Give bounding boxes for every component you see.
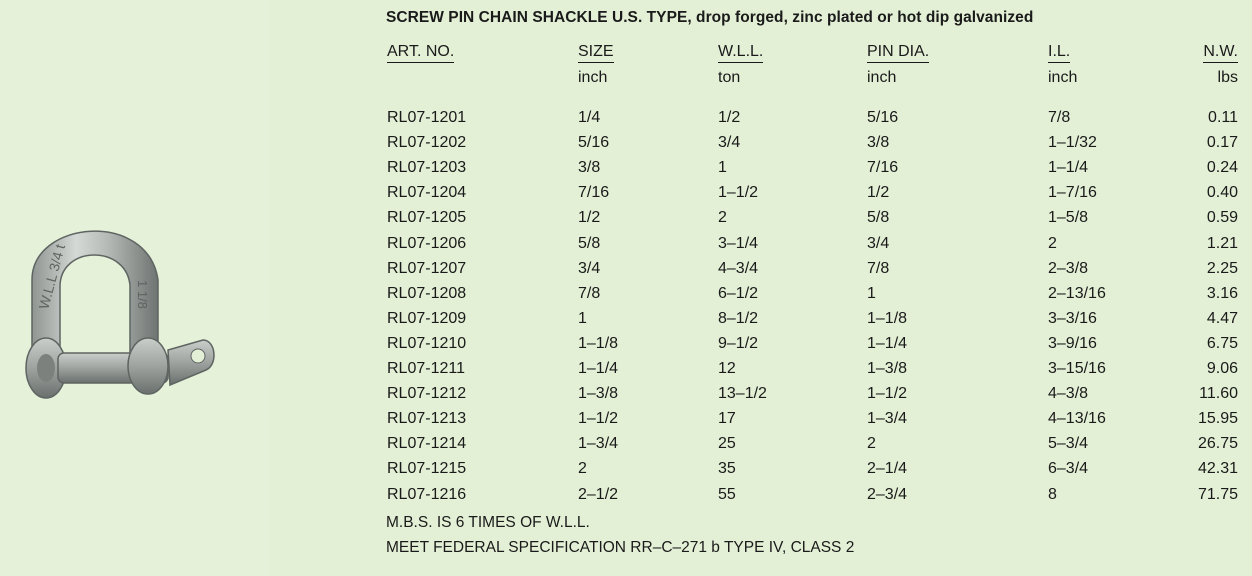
cell-pin-dia: 1–3/4 (867, 410, 908, 428)
cell-il: 4–3/8 (1048, 385, 1089, 403)
cell-wll: 1–1/2 (718, 184, 759, 202)
cell-wll: 3–1/4 (718, 234, 759, 252)
cell-pin-dia: 1–1/2 (867, 385, 908, 403)
cell-art-no: RL07-1208 (387, 284, 467, 302)
cell-nw: 0.11 (1208, 109, 1238, 126)
cell-size: 3/4 (578, 259, 601, 277)
unit-il: inch (1048, 69, 1078, 86)
cell-wll: 2 (718, 209, 727, 227)
cell-wll: 55 (718, 485, 736, 503)
cell-size: 5/16 (578, 134, 610, 152)
cell-il: 6–3/4 (1048, 460, 1089, 478)
cell-il: 8 (1048, 485, 1057, 503)
cell-art-no: RL07-1216 (387, 485, 467, 503)
cell-size: 1 (578, 309, 587, 327)
cell-art-no: RL07-1204 (387, 184, 467, 202)
shackle-image (18, 190, 258, 450)
cell-nw: 0.40 (1206, 184, 1238, 202)
cell-nw: 0.24 (1206, 159, 1238, 177)
unit-wll: ton (718, 69, 741, 86)
cell-il: 4–13/16 (1048, 410, 1106, 428)
cell-pin-dia: 2–3/4 (867, 485, 908, 503)
cell-size: 5/8 (578, 234, 601, 252)
cell-wll: 8–1/2 (718, 309, 759, 327)
cell-pin-dia: 7/8 (867, 259, 890, 277)
cell-size: 1–1/2 (578, 410, 619, 428)
cell-art-no: RL07-1214 (387, 435, 467, 453)
cell-size: 1–3/4 (578, 435, 619, 453)
unit-nw: lbs (1217, 69, 1238, 86)
pin-marking: 1 1/8 (135, 280, 150, 309)
cell-nw: 3.16 (1206, 284, 1238, 302)
cell-il: 2 (1048, 234, 1057, 252)
cell-pin-dia: 1/2 (867, 184, 890, 202)
cell-pin-dia: 3/8 (867, 134, 890, 152)
cell-il: 2–13/16 (1048, 284, 1106, 302)
cell-nw: 9.06 (1206, 360, 1238, 377)
table-title: SCREW PIN CHAIN SHACKLE U.S. TYPE, drop forged, zinc plated or hot dip galvanized (386, 9, 1034, 26)
cell-art-no: RL07-1202 (387, 134, 467, 152)
header-nw: N.W. (1203, 43, 1238, 61)
cell-nw: 26.75 (1197, 435, 1238, 453)
cell-size: 1/4 (578, 109, 601, 126)
header-size: SIZE (578, 43, 614, 61)
cell-art-no: RL07-1206 (387, 234, 467, 252)
cell-nw: 42.31 (1197, 460, 1238, 478)
cell-art-no: RL07-1205 (387, 209, 467, 227)
cell-pin-dia: 3/4 (867, 234, 890, 252)
cell-pin-dia: 1–3/8 (867, 360, 908, 377)
cell-nw: 2.25 (1206, 259, 1238, 277)
cell-pin-dia: 1 (867, 284, 876, 302)
cell-il: 3–3/16 (1048, 309, 1097, 327)
cell-pin-dia: 5/16 (867, 109, 899, 126)
cell-pin-dia: 1–1/4 (867, 334, 908, 352)
cell-nw: 15.95 (1197, 410, 1238, 428)
cell-wll: 17 (718, 410, 736, 428)
unit-size: inch (578, 69, 608, 86)
cell-nw: 1.21 (1206, 234, 1238, 252)
cell-nw: 11.60 (1199, 385, 1238, 403)
cell-nw: 71.75 (1197, 485, 1238, 503)
cell-art-no: RL07-1212 (387, 385, 467, 403)
cell-il: 2–3/8 (1048, 259, 1089, 277)
header-il: I.L. (1048, 43, 1070, 61)
cell-art-no: RL07-1215 (387, 460, 467, 478)
cell-wll: 9–1/2 (718, 334, 759, 352)
cell-il: 3–9/16 (1048, 334, 1097, 352)
cell-pin-dia: 1–1/8 (867, 309, 908, 327)
note-mbs: M.B.S. IS 6 TIMES OF W.L.L. (386, 514, 590, 531)
cell-wll: 35 (718, 460, 736, 478)
cell-art-no: RL07-1209 (387, 309, 467, 327)
cell-nw: 6.75 (1206, 334, 1238, 352)
cell-size: 1–1/4 (578, 360, 619, 377)
cell-wll: 13–1/2 (718, 385, 767, 403)
cell-size: 7/8 (578, 284, 601, 302)
cell-wll: 12 (718, 360, 736, 377)
cell-art-no: RL07-1201 (387, 109, 467, 126)
note-federal-spec: MEET FEDERAL SPECIFICATION RR–C–271 b TYPE IV, CLASS 2 (386, 539, 855, 556)
cell-wll: 3/4 (718, 134, 741, 152)
cell-nw: 0.17 (1206, 134, 1238, 152)
header-pin-dia: PIN DIA. (867, 43, 929, 61)
cell-art-no: RL07-1207 (387, 259, 467, 277)
cell-pin-dia: 2 (867, 435, 876, 453)
cell-art-no: RL07-1203 (387, 159, 467, 177)
cell-il: 1–7/16 (1048, 184, 1097, 202)
shackle-marking: W.L.L 3/4 t (35, 242, 69, 311)
cell-size: 2–1/2 (578, 485, 619, 503)
cell-wll: 25 (718, 435, 736, 453)
cell-il: 3–15/16 (1048, 360, 1106, 377)
cell-art-no: RL07-1213 (387, 410, 467, 428)
cell-il: 1–1/32 (1048, 134, 1097, 152)
unit-pin-dia: inch (867, 69, 897, 86)
header-art-no: ART. NO. (387, 43, 454, 61)
cell-pin-dia: 7/16 (867, 159, 899, 177)
header-wll: W.L.L. (718, 43, 763, 61)
cell-size: 7/16 (578, 184, 610, 202)
cell-il: 5–3/4 (1048, 435, 1089, 453)
cell-nw: 0.59 (1206, 209, 1238, 227)
cell-il: 1–5/8 (1048, 209, 1089, 227)
cell-size: 3/8 (578, 159, 601, 177)
cell-size: 1–1/8 (578, 334, 619, 352)
cell-wll: 6–1/2 (718, 284, 759, 302)
cell-size: 1–3/8 (578, 385, 619, 403)
cell-il: 7/8 (1048, 109, 1071, 126)
cell-wll: 1 (718, 159, 727, 177)
cell-pin-dia: 2–1/4 (867, 460, 908, 478)
cell-art-no: RL07-1211 (387, 360, 465, 377)
cell-size: 2 (578, 460, 587, 478)
cell-wll: 4–3/4 (718, 259, 759, 277)
cell-size: 1/2 (578, 209, 601, 227)
cell-nw: 4.47 (1206, 309, 1238, 327)
cell-il: 1–1/4 (1048, 159, 1089, 177)
cell-pin-dia: 5/8 (867, 209, 890, 227)
cell-wll: 1/2 (718, 109, 741, 126)
product-photo-panel (0, 0, 270, 576)
cell-art-no: RL07-1210 (387, 334, 467, 352)
